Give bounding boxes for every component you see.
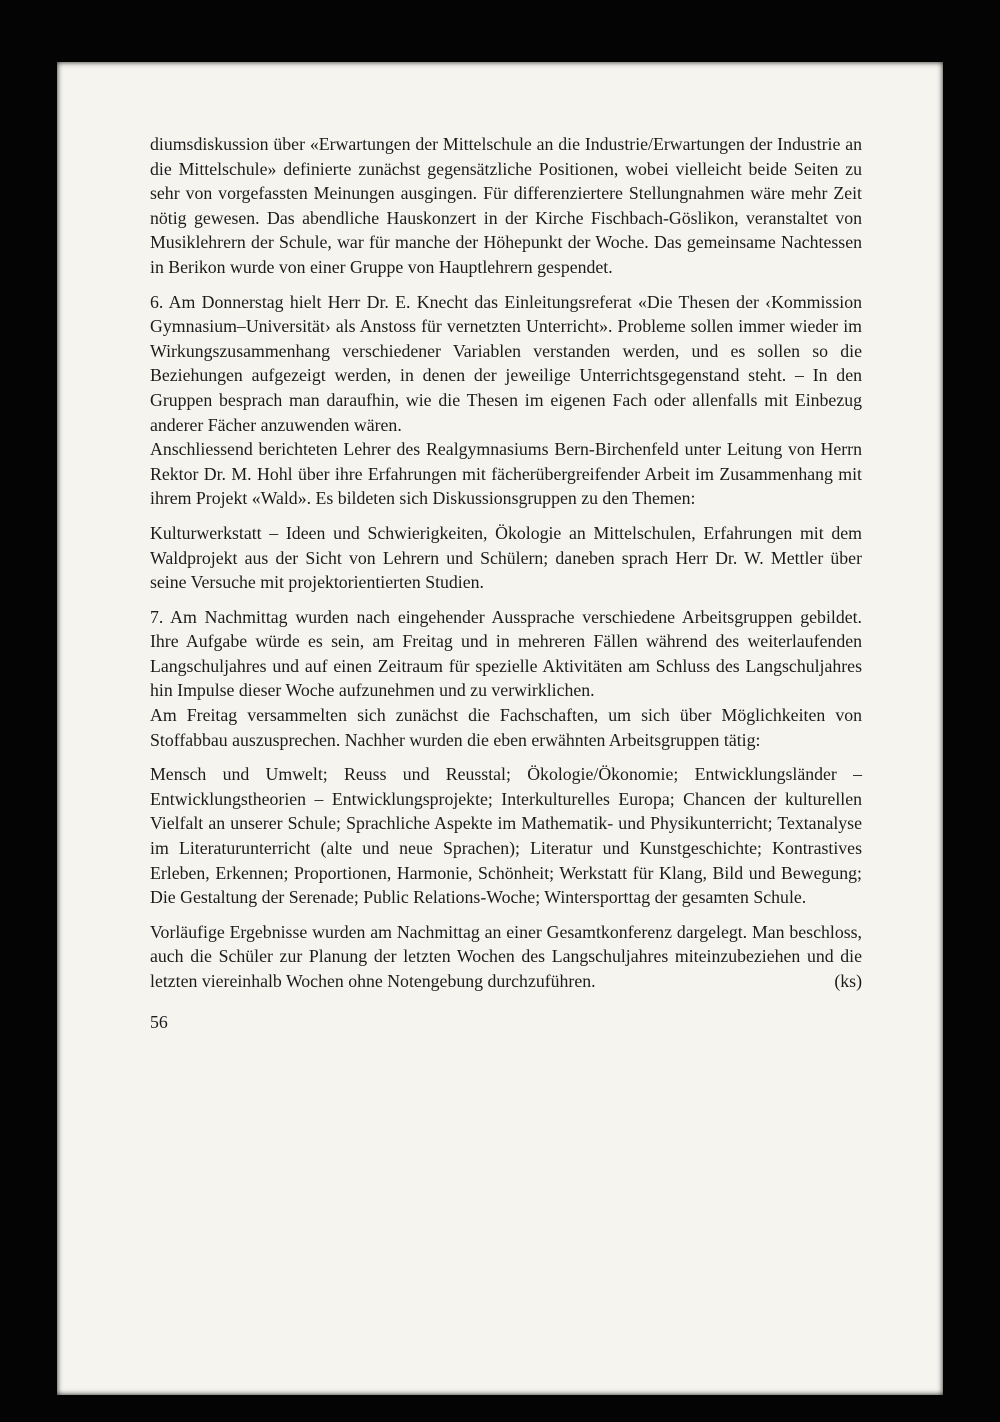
paragraph: Anschliessend berichteten Lehrer des Realgymnasiums Bern-Birchenfeld unter Leitung von Herrn Rektor Dr. M. Hohl über ihre Erfahrungen mit fächerübergreifender Arbeit im Zusammenhang mit ihrem Projekt «Wald». Es bildeten sich Diskussionsgruppen zu den Themen: [150, 439, 862, 509]
page-number: 56 [150, 1011, 168, 1032]
paragraph-closing [150, 920, 862, 994]
paragraph-topics-list: Kulturwerkstatt – Ideen und Schwierigkeiten, Ökologie an Mittelschulen, Erfahrungen mit dem Waldprojekt aus der Sicht von Lehrern und Schülern; daneben sprach Herr Dr. W. Mettler über seine Versuche mit projektorientierten Studien. [150, 522, 862, 593]
document-page [57, 62, 943, 1395]
text-column [150, 132, 862, 1034]
paragraph: Am Freitag versammelten sich zunächst die Fachschaften, um sich über Möglichkeiten von Stoffabbau auszusprechen. Nachher wurden die eben erwähnten Arbeitsgruppen tätig: [150, 705, 862, 750]
author-initials: (ks) [834, 971, 862, 991]
paragraph-section-7: 7. Am Nachmittag wurden nach eingehender Aussprache verschiedene Arbeitsgruppen gebildet. Ihre Aufgabe würde es sein, am Freitag und in mehreren Fällen während des weiterlaufenden Langschuljahres und auf einen Zeitraum für spezielle Aktivitäten am Schluss des Langschuljahres hin Impulse dieser Woche aufzunehmen und zu verwirklichen. [150, 606, 862, 701]
paragraph-closing-text: Vorläufige Ergebnisse wurden am Nachmittag an einer Gesamtkonferenz dargelegt. Man beschloss, auch die Schüler zur Planung der letzten Wochen des Langschuljahres miteinzubeziehen und die letzten viereinhalb Wochen ohne Notengebung durchzuführen. [150, 921, 862, 991]
paragraph-section-6: 6. Am Donnerstag hielt Herr Dr. E. Knecht das Einleitungsreferat «Die Thesen der ‹Kommission Gymnasium–Universität› als Anstoss für vernetzten Unterricht». Probleme sollen immer wieder im Wirkungszusammenhang verschiedener Variablen verstanden werden, und es sollen so die Beziehungen aufgezeigt werden, in denen der jeweilige Unterrichtsgegenstand steht. – In den Gruppen besprach man daraufhin, wie die Thesen im eigenen Fach oder allenfalls mit Einbezug anderer Fächer anzuwenden wären. [150, 291, 862, 435]
paragraph-continuation: diumsdiskussion über «Erwartungen der Mittelschule an die Industrie/Erwartungen der Industrie an die Mittelschule» definierte zunächst gegensätzliche Positionen, wobei vielleicht beide Seiten zu sehr von vorgefassten Meinungen ausgingen. Für differenziertere Stellungnahmen wäre mehr Zeit nötig gewesen. Das abendliche Hauskonzert in der Kirche Fischbach-Göslikon, veranstaltet von Musiklehrern der Schule, war für manche der Höhepunkt der Woche. Das gemeinsame Nachtessen in Berikon wurde von einer Gruppe von Hauptlehrern gespendet. [150, 134, 862, 277]
paragraph-workgroups-list: Mensch und Umwelt; Reuss und Reusstal; Ökologie/Ökonomie; Entwicklungsländer – Entwicklungstheorien – Entwicklungsprojekte; Interkulturelles Europa; Chancen der kulturellen Vielfalt an unserer Schule; Sprachliche Aspekte im Mathematik- und Physikunterricht; Textanalyse im Literaturunterricht (alte und neue Sprachen); Literatur und Kunstgeschichte; Kontrastives Erleben, Erkennen; Proportionen, Harmonie, Schönheit; Werkstatt für Klang, Bild und Bewegung; Die Gestaltung der Serenade; Public Relations-Woche; Wintersporttag der gesamten Schule. [150, 764, 862, 908]
